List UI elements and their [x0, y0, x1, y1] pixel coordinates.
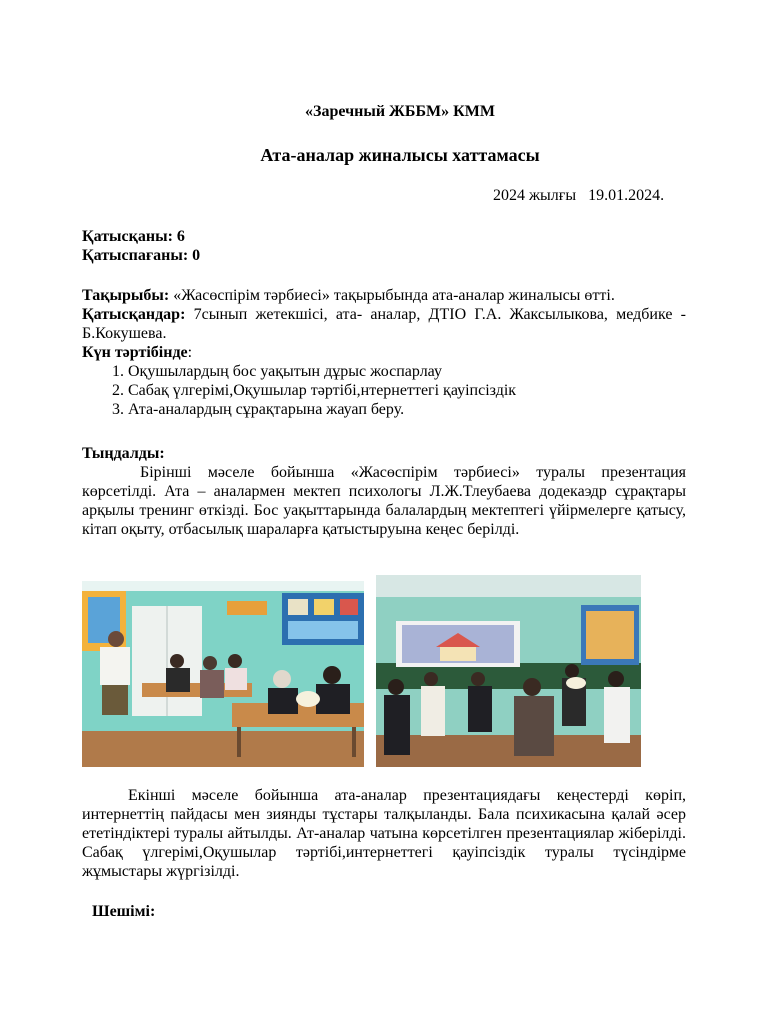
topic-line [82, 286, 686, 305]
date-year: 2024 жылғы [493, 187, 577, 204]
topic-label: Тақырыбы: [82, 287, 170, 304]
agenda-list [82, 362, 686, 419]
attendance-section [82, 227, 686, 265]
second-issue-text: Екінші мәселе бойынша ата-аналар презентациядағы кеңестерді көріп, интернеттің пайдасы мен зиянды тұстары талқыланды. Бала психикасына қалай әсер ететіндіктері туралы айтылды. Ат-аналар чатына көрсетілген презентациялар жіберілді. Сабақ үлгерімі,Оқушылар тәртібі,интернеттегі қауіпсіздік туралы түсіндірме жұмыстары жүргізілді. [82, 787, 686, 880]
agenda-item-2: 2. Сабақ үлгерімі,Оқушылар тәртібі,нтернеттегі қауіпсіздік [128, 381, 686, 400]
present-count: Қатысқаны: 6 [82, 228, 185, 245]
participants-text: 7сынып жетекшісі, ата- аналар, ДТІО Г.А. Жаксылыкова, медбике - Б.Кокушева. [82, 306, 686, 342]
organization-name: «Заречный ЖББМ» КММ [305, 103, 495, 120]
date-full: 19.01.2024. [588, 187, 665, 204]
agenda-colon: : [187, 344, 193, 361]
topic-text: «Жасөспірім тәрбиесі» тақырыбында ата-аналар жиналысы өтті. [169, 287, 615, 304]
participants-label: Қатысқандар: [82, 306, 186, 323]
agenda-heading [82, 343, 686, 362]
meeting-photo-classroom [82, 581, 364, 767]
absent-count: Қатыспағаны: 0 [82, 247, 201, 264]
topic-section [82, 286, 686, 419]
decision-label: Шешімі: [92, 903, 156, 920]
participants-line [82, 305, 686, 343]
agenda-item-3: 3. Ата-аналардың сұрақтарына жауап беру. [128, 400, 686, 419]
heard-section [82, 444, 686, 539]
agenda-item-1: 1. Оқушылардың бос уақытын дұрыс жоспарлау [128, 362, 686, 381]
document-date [493, 187, 664, 205]
second-issue-section [82, 786, 686, 881]
heard-text: Бірінші мәселе бойынша «Жасөспірім тәрбиесі» туралы презентация көрсетілді. Ата – аналармен мектеп психологы Л.Ж.Тлеубаева додекаэдр сұрақтары арқылы тренинг өткізді. Бос уақыттарында балалардың мектептегі үйірмелерге қатысу, кітап оқыту, отбасылық шараларға қатыстыруына кеңес берілді. [82, 464, 686, 538]
heard-label: Тыңдалды: [82, 445, 165, 462]
document-title: Ата-аналар жиналысы хаттамасы [260, 145, 540, 165]
meeting-photo-presentation [376, 575, 641, 767]
agenda-label: Күн тәртібінде [82, 344, 188, 361]
